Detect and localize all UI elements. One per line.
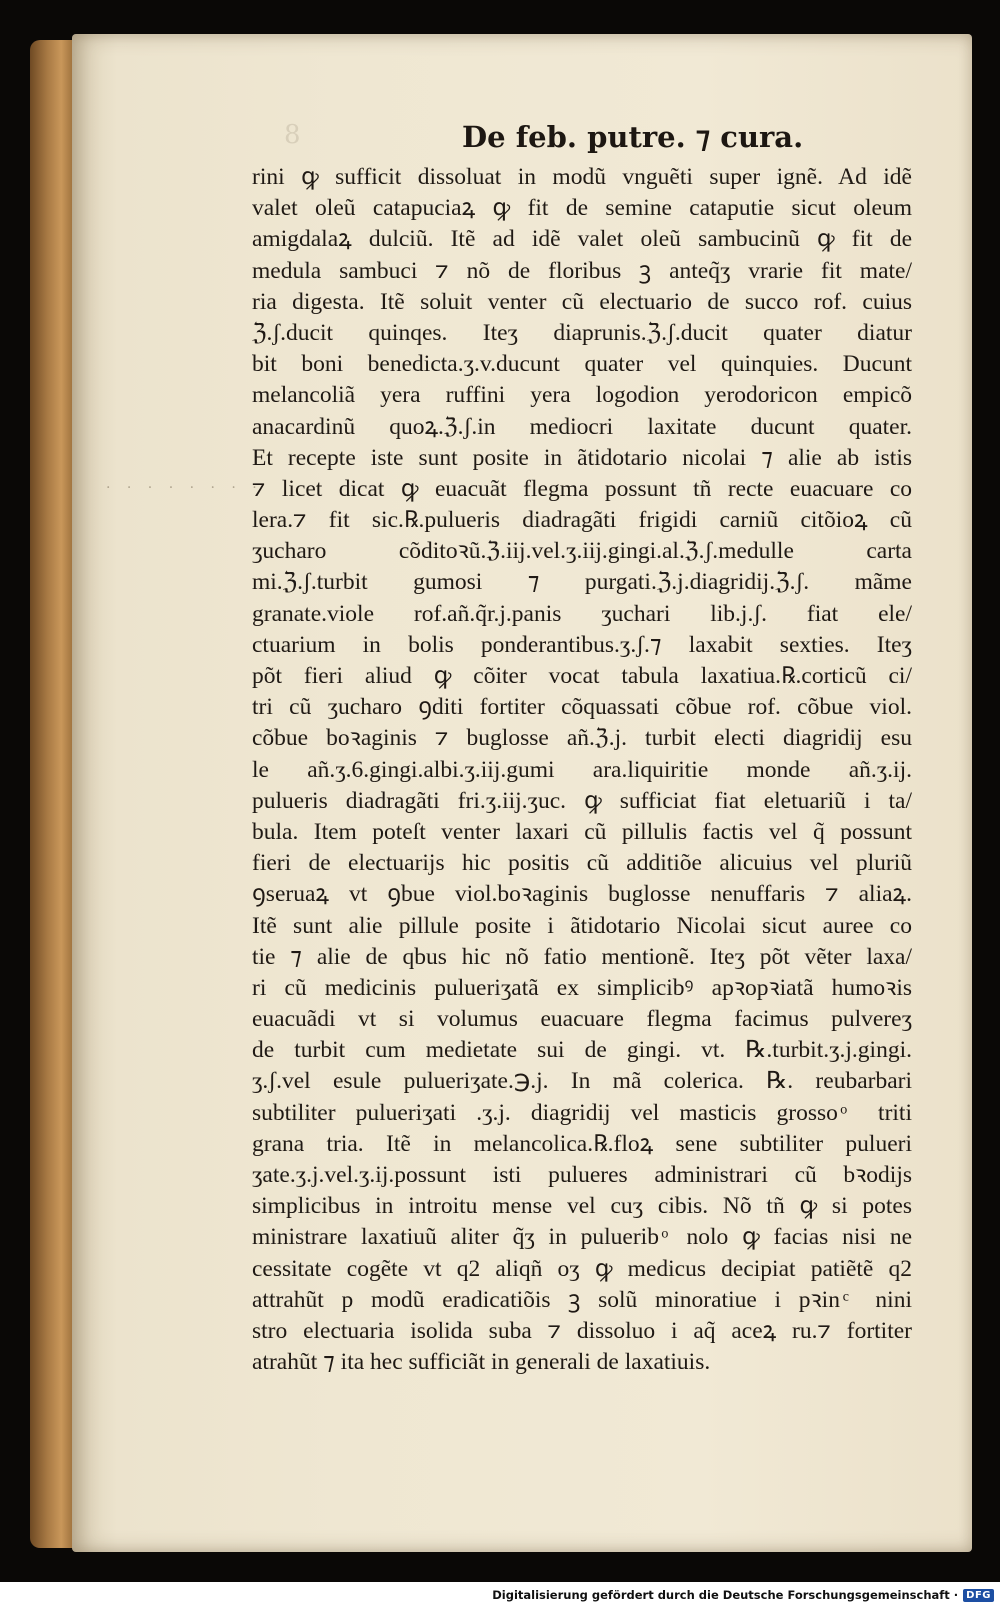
text-line: ministrare laxatiuũ aliter q̃ʒ in puluerib ͦ nolo ꝙ facias nisi ne xyxy=(252,1224,912,1251)
text-line: valet oleũ catapuciaꝝ ꝙ fit de semine cataputie sicut oleum xyxy=(252,195,912,222)
text-line: ʒate.ʒ.j.vel.ʒ.ij.possunt isti pulueres administrari cũ bꝛodijs xyxy=(252,1162,912,1188)
text-line: le añ.ʒ.6.gingi.albi.ʒ.iij.gumi ara.liquiritie monde añ.ʒ.ij. xyxy=(252,756,912,783)
text-line: tri cũ ʒucharo ꝯditi fortiter cõquassati cõbue rof. cõbue viol. xyxy=(252,694,912,721)
text-line: anacardinũ quoꝝ.ℨ.ʃ.in mediocri laxitate ducunt quater. xyxy=(252,413,912,440)
book-page xyxy=(72,34,972,1552)
text-line: ℨ.ʃ.ducit quinqes. Iteʒ diaprunis.ℨ.ʃ.ducit quater diatur xyxy=(252,319,912,346)
text-line: pulueris diadragãti fri.ʒ.iij.ʒuc. ꝙ sufficiat fiat eletuariũ i ta/ xyxy=(252,787,912,814)
text-block xyxy=(252,162,912,1378)
text-line: fieri de electuarijs hic positis cũ additiõe alicuius vel pluriũ xyxy=(252,850,912,877)
text-line: grana tria. Itẽ in melancolica.℞.floꝝ sene subtiliter pulueri xyxy=(252,1130,912,1157)
text-line: ria digesta. Itẽ soluit venter cũ electuario de succo rof. cuius xyxy=(252,288,912,315)
text-line: bula. Item poteſt venter laxari cũ pillulis factis vel q̃ possunt xyxy=(252,818,912,845)
text-line: ctuarium in bolis ponderantibus.ʒ.ʃ.⁊ laxabit sexties. Iteʒ xyxy=(252,631,912,658)
text-line: amigdalaꝝ dulciũ. Itẽ ad idẽ valet oleũ sambucinũ ꝙ fit de xyxy=(252,226,912,253)
text-line: lera.⁊ fit sic.℞.pulueris diadragãti frigidi carniũ citõioꝝ cũ xyxy=(252,507,912,534)
text-line: Et recepte iste sunt posite in ãtidotario nicolai ⁊ alie ab istis xyxy=(252,444,912,471)
text-line: ri cũ medicinis pulueriʒatã ex simplicibꝰ apꝛopꝛiatã humoꝛis xyxy=(252,974,912,1001)
text-line: subtiliter pulueriʒati .ʒ.j. diagridij vel masticis grosso ͦ triti xyxy=(252,1099,912,1126)
margin-marks: . . . . . . . . xyxy=(106,476,263,492)
text-line: melancoliã yera ruffini yera logodion yerodoricon empicõ xyxy=(252,382,912,409)
text-line: tie ⁊ alie de qbus hic nõ fatio mentionẽ. Iteʒ põt vẽter laxa/ xyxy=(252,943,912,970)
text-line: de turbit cum medietate sui de gingi. vt. ℞.turbit.ʒ.j.gingi. xyxy=(252,1037,912,1064)
text-line: granate.viole rof.añ.q̃r.j.panis ʒuchari lib.j.ʃ. fiat ele/ xyxy=(252,600,912,627)
text-line: ⁊ licet dicat ꝙ euacuãt flegma possunt tñ recte euacuare co xyxy=(252,475,912,502)
text-line: ʒucharo cõditoꝛũ.ℨ.iij.vel.ʒ.iij.gingi.al.ℨ.ʃ.medulle carta xyxy=(252,538,912,565)
text-line: simplicibus in introitu mense vel cuʒ cibis. Nõ tñ ꝙ si potes xyxy=(252,1193,912,1220)
credit-text: Digitalisierung gefördert durch die Deutsche Forschungsgemeinschaft · xyxy=(492,1588,959,1602)
digitization-credit xyxy=(492,1585,994,1605)
text-line: stro electuaria isolida suba ⁊ dissoluo i aq̃ aceꝝ ru.⁊ fortiter xyxy=(252,1317,912,1344)
text-line: medula sambuci ⁊ nõ de floribus ꝫ anteq̃ʒ vrarie fit mate/ xyxy=(252,257,912,284)
text-line: põt fieri aliud ꝙ cõiter vocat tabula laxatiua.℞.corticũ ci/ xyxy=(252,663,912,689)
text-line: atrahũt ⁊ ita hec sufficiãt in generali de laxatiuis. xyxy=(252,1349,711,1376)
text-line: attrahũt p modũ eradicatiõis ꝫ solũ minoratiue i pꝛin ͨ nini xyxy=(252,1286,912,1313)
running-head: De feb. putre. ⁊ cura. xyxy=(462,120,804,154)
text-line: mi.ℨ.ʃ.turbit gumosi ⁊ purgati.ℨ.j.diagridij.ℨ.ʃ. mãme xyxy=(252,569,912,596)
text-line: cõbue boꝛaginis ⁊ buglosse añ.ℨ.j. turbit electi diagridij esu xyxy=(252,725,912,752)
text-line: bit boni benedicta.ʒ.v.ducunt quater vel quinquies. Ducunt xyxy=(252,351,912,378)
text-line: rini ꝙ sufficit dissoluat in modũ vnguẽti super ignẽ. Ad idẽ xyxy=(252,164,912,190)
text-line: euacuãdi vt si volumus euacuare flegma facimus pulvereʒ xyxy=(252,1006,912,1033)
page-folio: 8 xyxy=(284,120,301,150)
text-line: Itẽ sunt alie pillule posite i ãtidotario Nicolai sicut auree co xyxy=(252,912,912,939)
text-line: ꝯseruaꝝ vt ꝯbue viol.boꝛaginis buglosse nenuffaris ⁊ aliaꝝ. xyxy=(252,881,912,908)
dfg-logo: DFG xyxy=(963,1589,994,1602)
book-edge xyxy=(30,40,78,1548)
text-line: ʒ.ʃ.vel esule pulueriʒate.℈.j. In mã colerica. ℞. reubarbari xyxy=(252,1068,912,1095)
text-line: cessitate cogẽte vt q2 aliqñ oʒ ꝙ medicus decipiat patiẽtẽ q2 xyxy=(252,1255,912,1282)
credit-bar xyxy=(0,1582,1000,1609)
